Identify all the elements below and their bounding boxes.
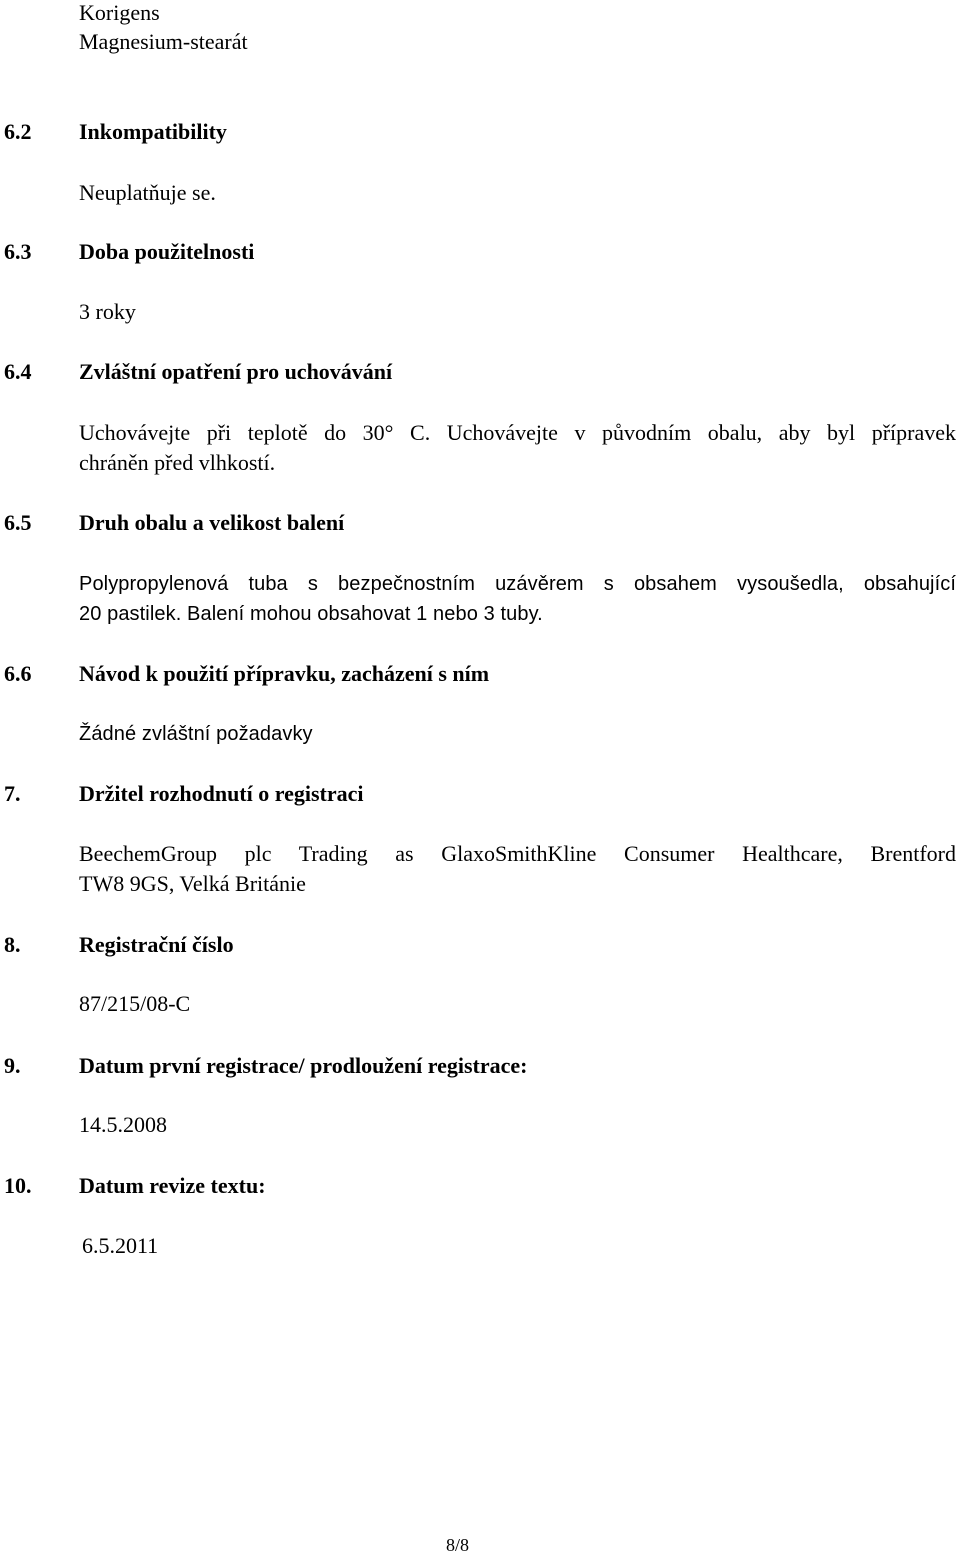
body-line: TW8 9GS, Velká Británie [79,871,306,896]
section-number: 6.2 [4,119,32,144]
section-heading-6-4 [0,357,960,387]
section-title: Zvláštní opatření pro uchovávání [79,359,393,384]
section-heading-8 [0,930,960,960]
body-line: 20 pastilek. Balení mohou obsahovat 1 nebo 3 tuby. [79,603,543,625]
section-number: 10. [4,1173,32,1198]
excipient-line-korigens: Korigens [79,0,160,25]
section-body-6-4 [79,418,956,478]
section-heading-6-3 [0,237,960,267]
body-line: chráněn před vlhkostí. [79,450,276,475]
section-body-7 [79,839,956,899]
section-title: Datum revize textu: [79,1173,266,1198]
section-number: 6.5 [4,510,32,535]
section-number: 6.4 [4,359,32,384]
section-body-9: 14.5.2008 [79,1112,167,1137]
section-body-6-2: Neuplatňuje se. [79,180,216,205]
body-line: Uchovávejte při teplotě do 30° C. Uchovávejte v původním obalu, aby byl přípravek [79,420,956,445]
section-heading-10 [0,1171,960,1201]
section-number: 6.3 [4,239,32,264]
section-heading-6-2 [0,117,960,147]
section-title: Držitel rozhodnutí o registraci [79,781,364,806]
section-body-10: 6.5.2011 [82,1233,159,1258]
section-number: 8. [4,932,21,957]
section-number: 6.6 [4,661,32,686]
section-body-6-5 [79,569,956,629]
section-title: Návod k použití přípravku, zacházení s ním [79,661,490,686]
section-title: Doba použitelnosti [79,239,255,264]
page-number: 8/8 [446,1535,470,1555]
section-heading-7 [0,779,960,809]
section-number: 9. [4,1053,21,1078]
section-heading-6-5 [0,508,960,538]
section-title: Registrační číslo [79,932,234,957]
body-line: BeechemGroup plc Trading as GlaxoSmithKline Consumer Healthcare, Brentford [79,841,956,866]
section-body-6-3: 3 roky [79,299,136,324]
section-number: 7. [4,781,21,806]
section-title: Datum první registrace/ prodloužení registrace: [79,1053,528,1078]
section-title: Druh obalu a velikost balení [79,510,345,535]
section-body-6-6: Žádné zvláštní požadavky [79,723,313,745]
section-heading-9 [0,1051,960,1081]
section-body-8: 87/215/08-C [79,991,191,1016]
body-line: Polypropylenová tuba s bezpečnostním uzávěrem s obsahem vysoušedla, obsahující [79,573,956,595]
section-heading-6-6 [0,659,960,689]
excipient-line-magnesium-stearat: Magnesium-stearát [79,29,248,54]
section-title: Inkompatibility [79,119,227,144]
